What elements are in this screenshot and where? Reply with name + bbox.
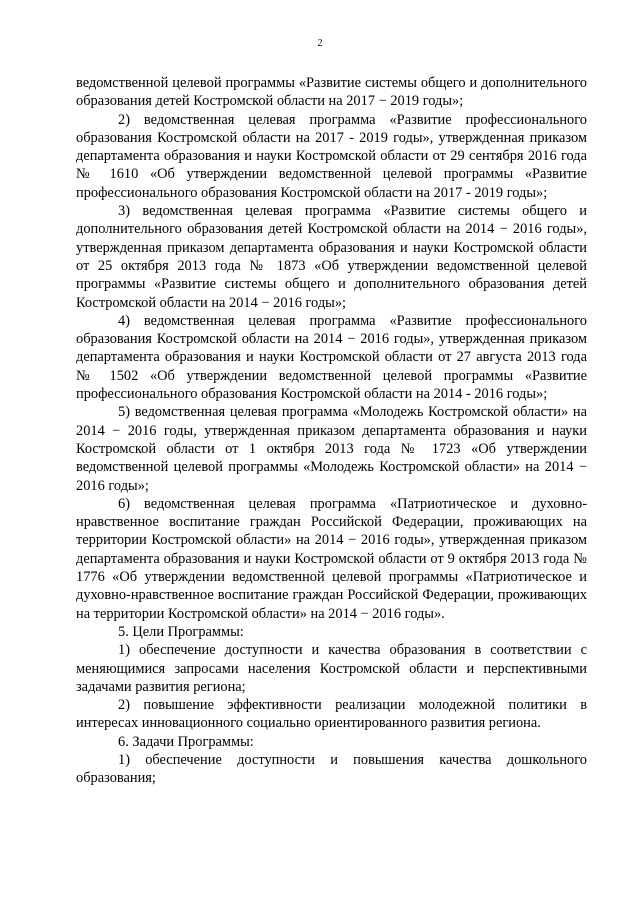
section-heading-goals: 5. Цели Программы: xyxy=(118,623,244,640)
paragraph-item-5: 5) ведомственная целевая программа «Молодежь Костромской области» на 2014 − 2016 годы, утвержденная приказом департамента образования и науки Костромской области от 1 октября 2013 года № 1723 «Об утверждении ведомственной целевой программы «Молодежь Костромской области» на 2014 − 2016 годы»; xyxy=(76,404,587,494)
document-body xyxy=(76,74,587,788)
paragraph-item-3: 3) ведомственная целевая программа «Развитие системы общего и дополнительного образования детей Костромской области на 2014 − 2016 годы», утвержденная приказом департамента образования и науки Костромской области от 25 октября 2013 года № 1873 «Об утверждении ведомственной целевой программы «Развитие системы общего и дополнительного образования детей Костромской области на 2014 − 2016 годы»; xyxy=(76,203,587,311)
paragraph-item-2: 2) ведомственная целевая программа «Развитие профессионального образования Костромской области на 2017 - 2019 годы», утвержденная приказом департамента образования и науки Костромской области от 29 сентября 2016 года № 1610 «Об утверждении ведомственной целевой программы «Развитие профессионального образования Костромской области на 2017 - 2019 годы»; xyxy=(76,111,587,201)
goal-item-2: 2) повышение эффективности реализации молодежной политики в интересах инновационного социально ориентированного развития региона. xyxy=(76,697,587,732)
goal-item-1: 1) обеспечение доступности и качества образования в соответствии с меняющимися запросами населения Костромской области и перспективными задачами развития региона; xyxy=(76,642,587,695)
paragraph-item-4: 4) ведомственная целевая программа «Развитие профессионального образования Костромской области на 2014 − 2016 годы», утвержденная приказом департамента образования и науки Костромской области от 27 августа 2013 года № 1502 «Об утверждении ведомственной целевой программы «Развитие профессионального образования Костромской области на 2014 - 2016 годы»; xyxy=(76,312,587,403)
paragraph-continuation: ведомственной целевой программы «Развитие системы общего и дополнительного образования детей Костромской области на 2017 − 2019 годы»; xyxy=(76,75,587,110)
paragraph-item-6: 6) ведомственная целевая программа «Патриотическое и духовно-нравственное воспитание граждан Российской Федерации, проживающих на территории Костромской области» на 2014 − 2016 годы», утвержденная приказом департамента образования и науки Костромской области от 9 октября 2013 года № 1776 «Об утверждении ведомственной целевой программы «Патриотическое и духовно-нравственное воспитание граждан Российской Федерации, проживающих на территории Костромской области» на 2014 − 2016 годы». xyxy=(76,495,587,622)
task-item-1: 1) обеспечение доступности и повышения качества дошкольного образования; xyxy=(76,751,587,787)
page-number: 2 xyxy=(317,38,323,49)
section-heading-tasks: 6. Задачи Программы: xyxy=(118,733,254,750)
